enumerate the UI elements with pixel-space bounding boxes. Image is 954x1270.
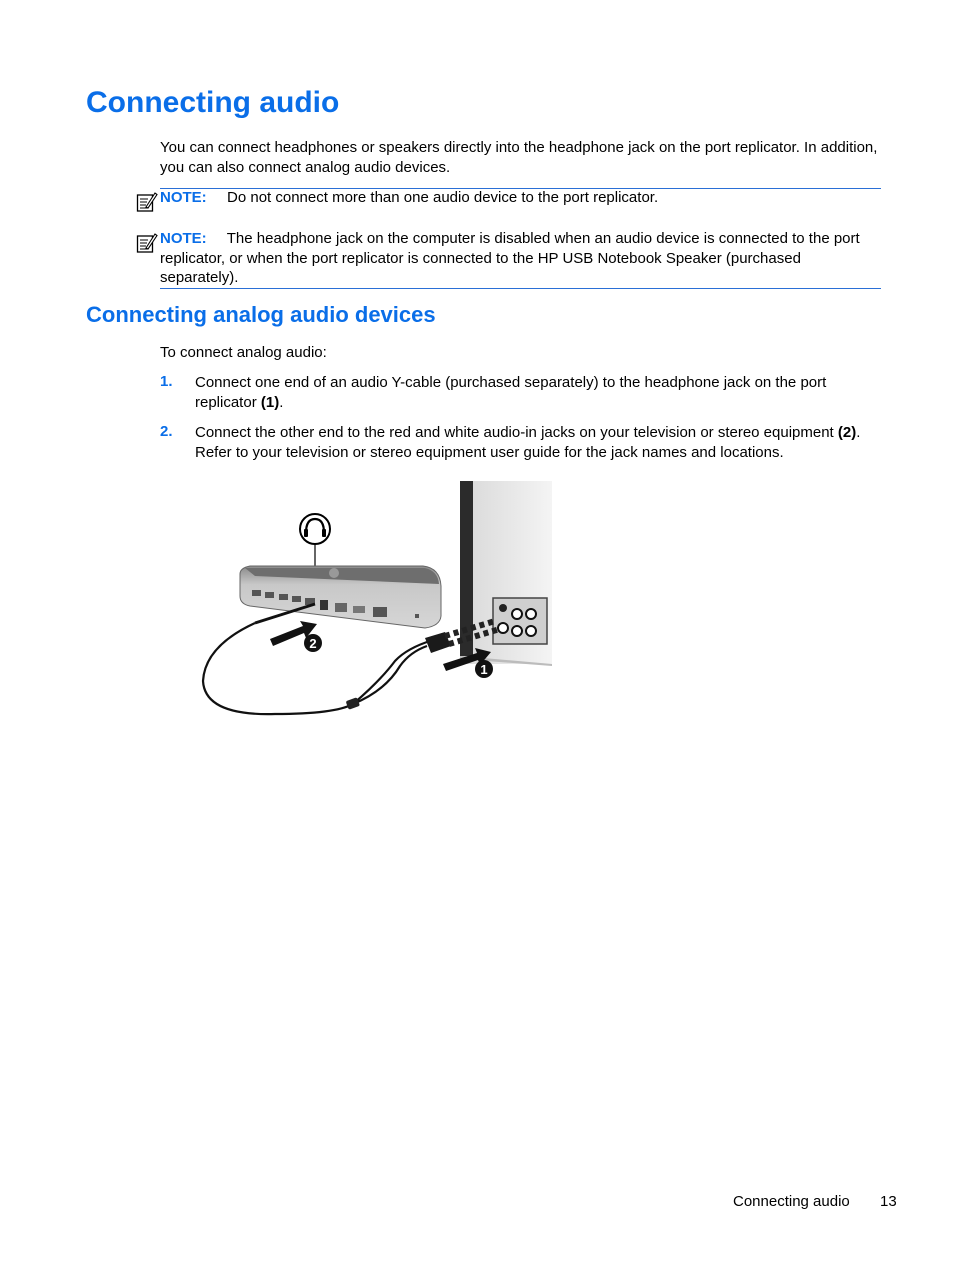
step-text: Connect one end of an audio Y-cable (purchased separately) to the headphone jack on the port replicator (1). [195, 374, 827, 411]
note-label: NOTE: [160, 189, 207, 206]
svg-text:1: 1 [480, 662, 488, 677]
callout-2 [304, 634, 322, 652]
note-text: Do not connect more than one audio device to the port replicator. [227, 189, 659, 206]
note-icon [136, 232, 158, 254]
note-label: NOTE: [160, 230, 207, 247]
section-lead: To connect analog audio: [160, 344, 327, 361]
step-number: 1. [160, 373, 173, 390]
svg-text:2: 2 [309, 636, 317, 651]
note-1 [160, 188, 880, 208]
step-number: 2. [160, 423, 173, 440]
note-2 [160, 229, 882, 288]
tv-panel [460, 481, 552, 666]
footer-page-number: 13 [880, 1193, 897, 1210]
note-bottom-rule [160, 288, 881, 289]
footer-section-name: Connecting audio [733, 1193, 850, 1210]
callout-1 [475, 660, 493, 678]
intro-paragraph: You can connect headphones or speakers directly into the headphone jack on the port replicator. In addition, you can also connect analog audio devices. [160, 139, 878, 176]
section-title: Connecting analog audio devices [86, 302, 436, 327]
note-icon [136, 191, 158, 213]
note-text: The headphone jack on the computer is disabled when an audio device is connected to the port replicator, or when the port replicator is connected to the HP USB Notebook Speaker (purchased separately). [160, 230, 860, 286]
audio-connection-illustration [195, 476, 560, 731]
step-text: Connect the other end to the red and white audio-in jacks on your television or stereo equipment (2). Refer to your television or stereo equipment user guide for the jack names and locations. [195, 424, 861, 461]
page-title: Connecting audio [86, 86, 340, 119]
